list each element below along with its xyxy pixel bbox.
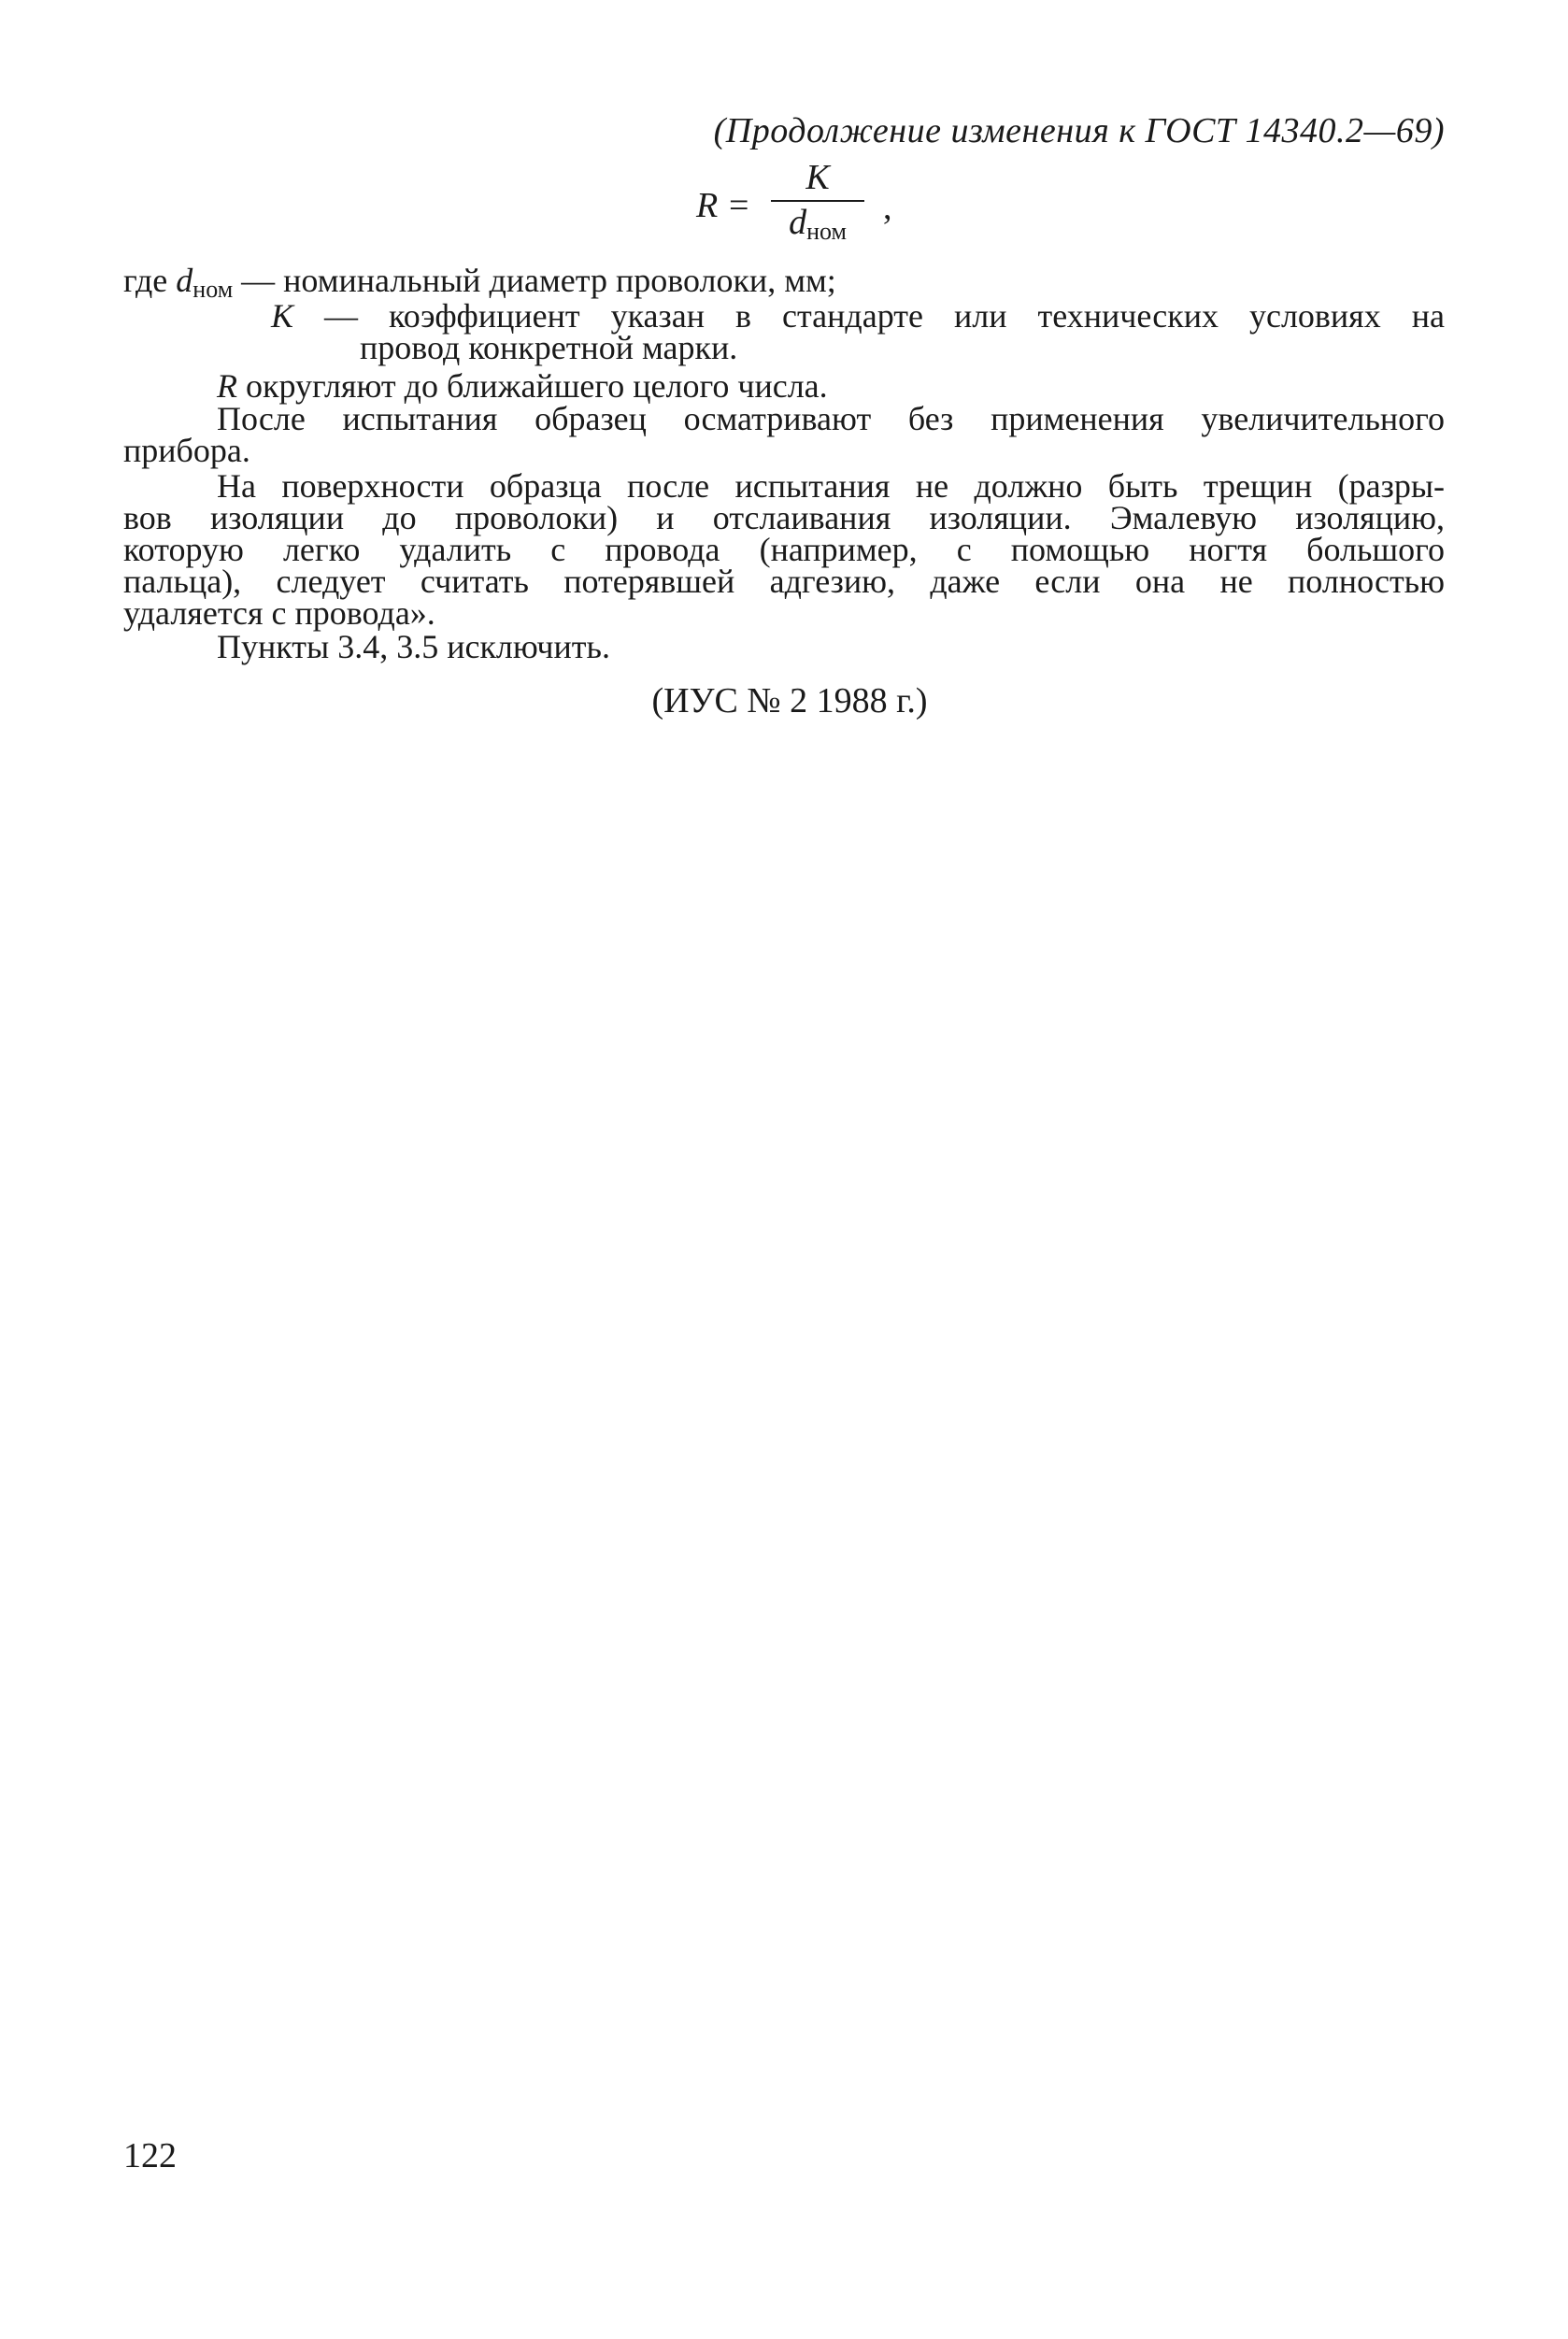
rounding-note (217, 367, 828, 405)
formula-comma: , (883, 188, 892, 227)
fraction-bar (771, 200, 864, 202)
definition-k-text: — коэффициент указан в стандарте или технических условиях на (293, 297, 1445, 335)
formula-numerator: K (805, 158, 830, 197)
rounding-var: R (217, 367, 237, 405)
rounding-text: округляют до ближайшего целого числа. (237, 367, 828, 405)
formula-equals: = (729, 186, 749, 225)
definition-k-line2: провод конкретной марки. (360, 329, 738, 366)
definition-d-text: — номинальный диаметр проволоки, мм; (233, 262, 836, 299)
formula-denominator (771, 204, 864, 250)
paragraph2-line5: удаляется с провода». (123, 594, 435, 632)
formula-fraction (771, 159, 864, 250)
paragraph2-line4: пальца), следует считать потерявшей адгезию, даже если она не полностью (123, 563, 1445, 600)
page-header: (Продолжение изменения к ГОСТ 14340.2—69) (713, 111, 1445, 150)
formula-denominator-var: d (789, 203, 807, 242)
definition-d-var: d (176, 262, 193, 299)
paragraph1-line1: После испытания образец осматривают без применения увеличительного (217, 400, 1445, 437)
formula-r (696, 159, 920, 248)
paragraph2-line2: вов изоляции до проволоки) и отслаивания изоляции. Эмалевую изоляцию, (123, 499, 1445, 536)
formula-denominator-sub: ном (806, 218, 847, 245)
formula-lhs: R (696, 186, 719, 225)
source-reference: (ИУС № 2 1988 г.) (651, 681, 928, 720)
paragraph2-line1: На поверхности образца после испытания не должно быть трещин (разры- (217, 467, 1445, 505)
definition-k-var: K (271, 297, 294, 335)
definition-intro: где (123, 262, 168, 299)
paragraph2-line3: которую легко удалить с провода (например, с помощью ногтя большого (123, 531, 1445, 568)
definition-d-sub: ном (192, 276, 234, 303)
page-number: 122 (123, 2136, 177, 2175)
exclusion-note: Пункты 3.4, 3.5 исключить. (217, 628, 610, 665)
paragraph1-line2: прибора. (123, 432, 250, 469)
